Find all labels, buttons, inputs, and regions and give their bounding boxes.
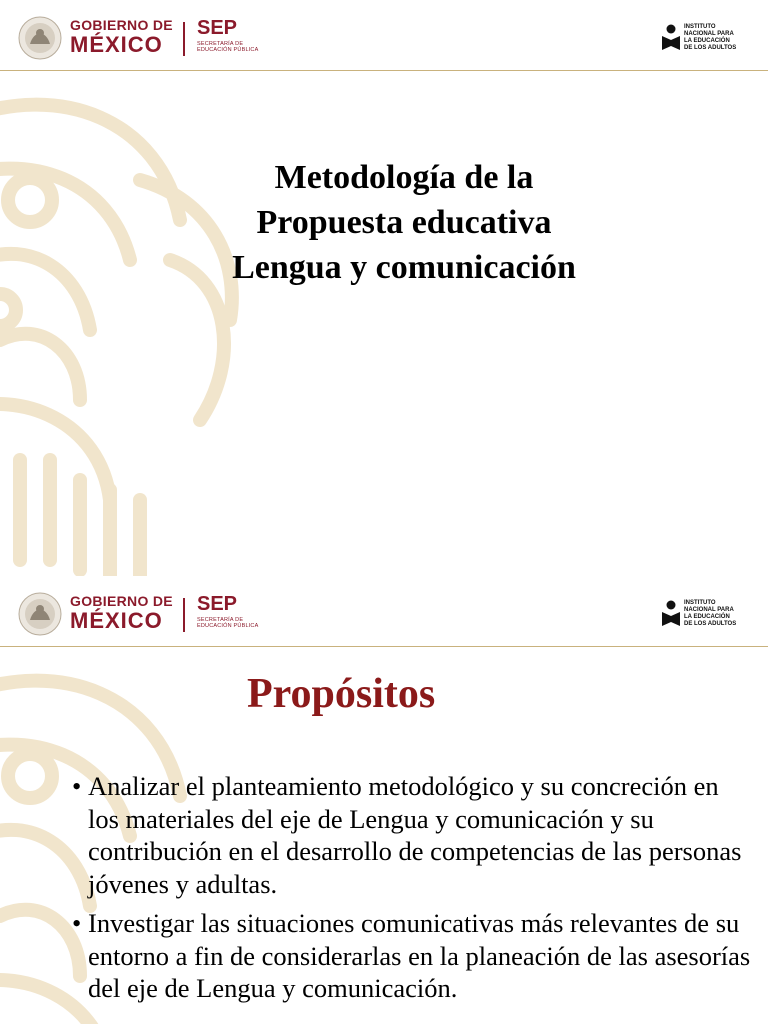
bullet-text: Investigar las situaciones comunicativas más relevantes de su entorno a fin de considerarlas en la planeación de las asesorías del eje de Lengua y comunicación. [88, 908, 751, 1003]
reader-icon [660, 24, 682, 52]
inea-logo [660, 22, 750, 54]
inea-logo [660, 598, 750, 630]
gobierno-line2: MÉXICO [70, 608, 163, 633]
reader-icon [660, 600, 682, 628]
list-item [72, 770, 752, 900]
inea-line: INSTITUTO [684, 24, 716, 30]
gobierno-line2: MÉXICO [70, 32, 163, 57]
bullet-list [72, 770, 752, 1012]
sep-logo [197, 18, 258, 53]
header-divider [0, 70, 768, 71]
inea-line: INSTITUTO [684, 600, 716, 606]
sep-line1: SECRETARÍA DE [197, 41, 244, 47]
gobierno-line1: GOBIERNO DE [70, 593, 173, 609]
logo-divider [183, 598, 185, 632]
slide-title [0, 155, 768, 290]
sep-line2: EDUCACIÓN PÚBLICA [197, 622, 259, 629]
slide-header [0, 0, 768, 70]
mexico-seal-icon [18, 16, 62, 60]
slide-2 [0, 576, 768, 1024]
list-item [72, 907, 752, 1005]
header-divider [0, 646, 768, 647]
gobierno-mexico-logo [70, 594, 173, 632]
gobierno-mexico-logo [70, 18, 173, 56]
inea-line: LA EDUCACIÓN [684, 614, 730, 620]
title-line: Metodología de la [274, 159, 534, 196]
slide-header [0, 576, 768, 646]
background-pattern [0, 60, 300, 576]
sep-line1: SECRETARÍA DE [197, 617, 244, 623]
title-line: Lengua y comunicación [232, 249, 576, 286]
sep-logo [197, 594, 258, 629]
bullet-icon: • [72, 771, 82, 801]
inea-line: LA EDUCACIÓN [684, 38, 730, 44]
sep-title: SEP [197, 593, 238, 615]
bullet-icon: • [72, 908, 82, 938]
sep-line2: EDUCACIÓN PÚBLICA [197, 46, 259, 53]
sep-title: SEP [197, 17, 238, 39]
inea-line: DE LOS ADULTOS [684, 45, 737, 51]
inea-line: NACIONAL PARA [684, 31, 734, 37]
gobierno-line1: GOBIERNO DE [70, 17, 173, 33]
title-line: Propuesta educativa [256, 204, 552, 241]
mexico-seal-icon [18, 592, 62, 636]
inea-line: DE LOS ADULTOS [684, 621, 737, 627]
logo-divider [183, 22, 185, 56]
slide-title: Propósitos [247, 671, 436, 717]
inea-line: NACIONAL PARA [684, 607, 734, 613]
bullet-text: Analizar el planteamiento metodológico y su concreción en los materiales del eje de Lengua y comunicación y su contribución en el desarrollo de competencias de las personas jóvenes y adultas. [88, 771, 742, 899]
